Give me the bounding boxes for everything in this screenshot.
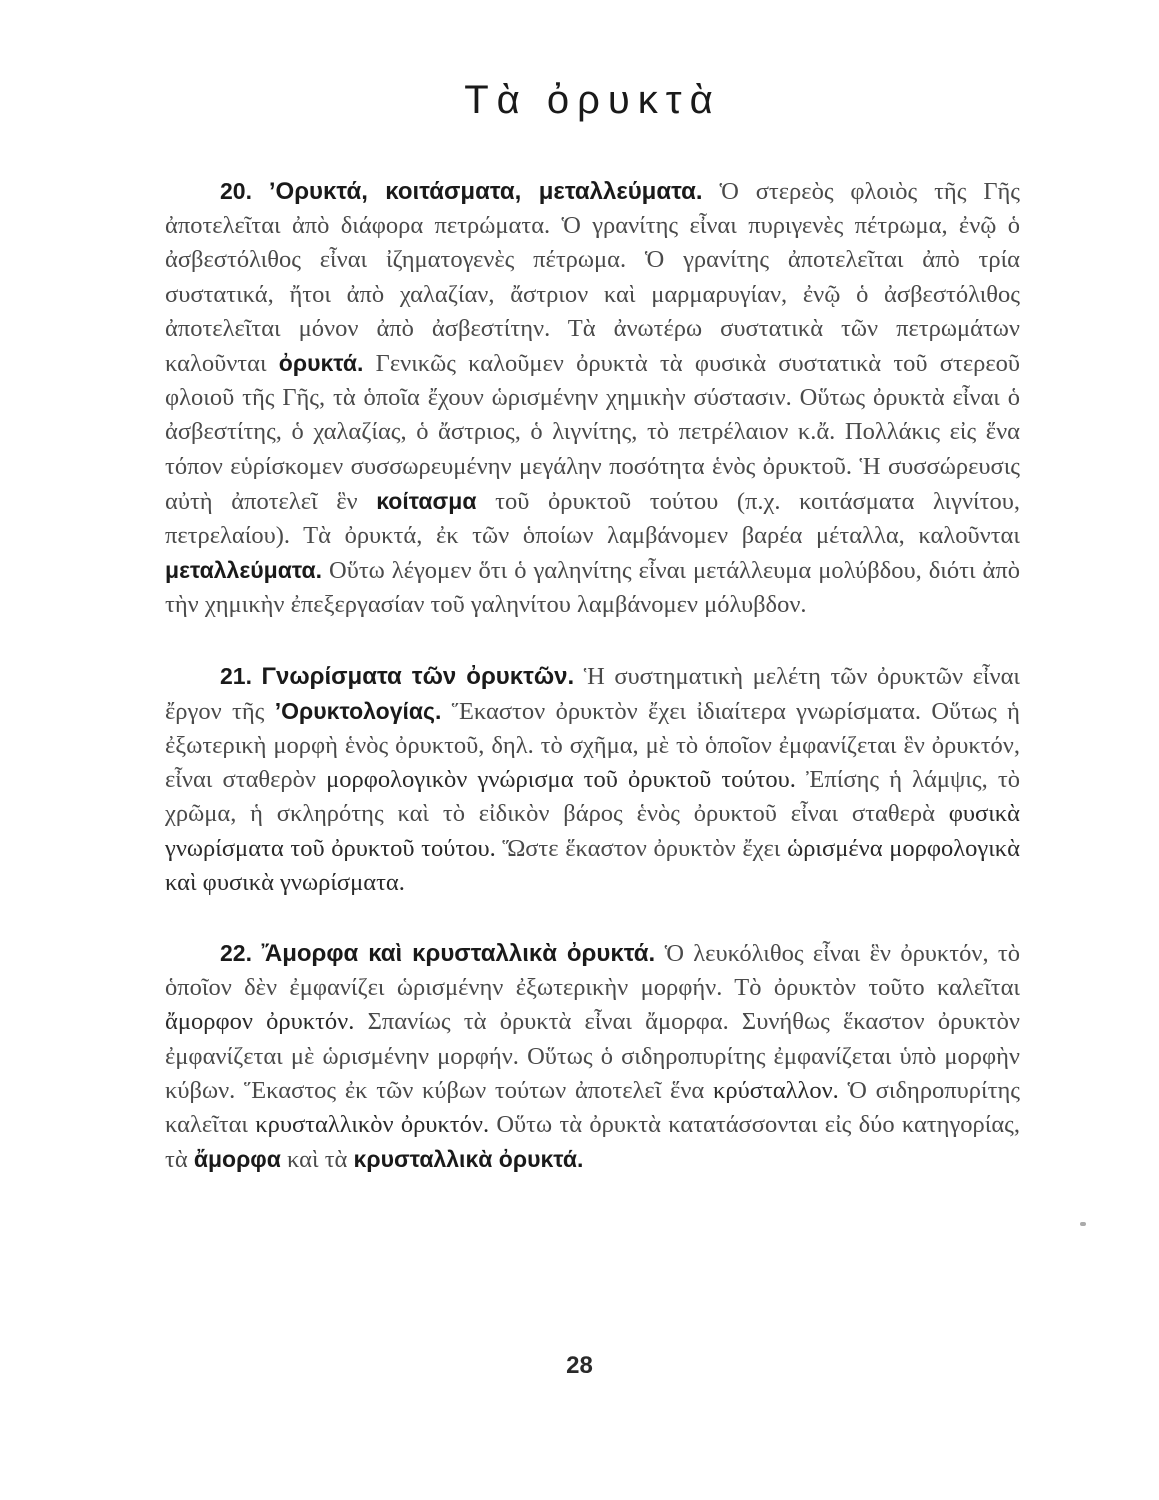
paper-speck bbox=[1080, 1222, 1086, 1226]
bold-term: ἄμορφα bbox=[193, 1146, 281, 1173]
section-heading: Γνωρίσματα τῶν ὀρυκτῶν. bbox=[261, 662, 575, 690]
section-number: 20. bbox=[220, 178, 252, 204]
bold-term: ’Ορυκτολογίας. bbox=[274, 697, 442, 724]
body-text: Ὥστε ἕκαστον ὀρυκτὸν ἔχει bbox=[495, 834, 788, 862]
body-text: Σπανίως τὰ ὀρυκτὰ εἶναι ἄμορφα. Συνήθως ἕκαστον ὀρυκτὸν ἐμφανίζεται μὲ ὡρισμένην μορφήν. Οὕτως ὁ σιδηροπυρίτης ἐμφανίζεται ὑπὸ μορφὴν κύβων. Ἕκαστος ἐκ τῶν κύβων τούτων ἀποτελεῖ ἕνα bbox=[165, 1008, 1020, 1104]
emphasis-text: ὡρισμένα μορφολογικὰ καὶ φυσικὰ γνωρίσματα. bbox=[165, 834, 1020, 896]
section-number: 21. bbox=[220, 662, 252, 689]
emphasis-text: μορφολογικὸν γνώρισμα τοῦ ὀρυκτοῦ τούτου. bbox=[326, 766, 796, 794]
emphasis-text: κρυσταλλικὸν ὀρυκτόν. bbox=[255, 1111, 490, 1139]
section-20 bbox=[165, 174, 1020, 623]
page-number: 28 bbox=[566, 1352, 593, 1379]
bold-term: κοίτασμα bbox=[376, 487, 477, 514]
emphasis-text: κρύσταλλον. bbox=[713, 1076, 839, 1104]
body-text: καὶ τὰ bbox=[280, 1146, 354, 1174]
bold-term: μεταλλεύματα. bbox=[165, 557, 323, 584]
body-text: Ἐπίσης ἡ λάμψις, τὸ χρῶμα, ἡ σκληρότης καὶ τὸ εἰδικὸν βάρος ἑνὸς ὀρυκτοῦ εἶναι σταθερὰ bbox=[165, 766, 1020, 828]
section-heading: ’Ορυκτά, κοιτάσματα, μεταλλεύματα. bbox=[268, 178, 703, 205]
section-number: 22. bbox=[220, 940, 252, 967]
body-text: Ἕκαστον ὀρυκτὸν ἔχει ἰδιαίτερα γνωρίσματα. Οὕτως ἡ ἐξωτερικὴ μορφὴ ἑνὸς ὀρυκτοῦ, δηλ. τὸ σχῆμα, μὲ τὸ ὁποῖον ἐμφανίζεται ἓν ὀρυκτόν, εἶναι σταθερὸν bbox=[165, 697, 1020, 794]
bold-term: ὀρυκτά. bbox=[278, 350, 364, 377]
body-text: τοῦ ὀρυκτοῦ τούτου (π.χ. κοιτάσματα λιγνίτου, πετρελαίου). Τὰ ὀρυκτά, ἐκ τῶν ὁποίων λαμβάνομεν βαρέα μέταλλα, καλοῦνται bbox=[165, 487, 1020, 550]
body-text: Ὁ λευκόλιθος εἶναι ἓν ὀρυκτόν, τὸ ὁποῖον δὲν ἐμφανίζει ὡρισμένην ἐξωτερικὴν μορφήν. Τὸ ὀρυκτὸν τοῦτο καλεῖται bbox=[165, 940, 1021, 1002]
emphasis-text: φυσικὰ γνωρίσματα τοῦ ὀρυκτοῦ τούτου. bbox=[165, 800, 1020, 862]
section-21 bbox=[165, 659, 1020, 900]
chapter-title: Τὰ ὀρυκτὰ bbox=[464, 78, 721, 122]
emphasis-text: ἄμορφον ὀρυκτόν. bbox=[165, 1008, 355, 1036]
page-body bbox=[165, 60, 1020, 1177]
body-text: Γενικῶς καλοῦμεν ὀρυκτὰ τὰ φυσικὰ συστατικὰ τοῦ στερεοῦ φλοιοῦ τῆς Γῆς, τὰ ὁποῖα ἔχουν ὡρισμένην χημικὴν σύστασιν. Οὕτως ὀρυκτὰ εἶναι ὁ ἀσβεστίτης, ὁ χαλαζίας, ὁ ἄστριος, ὁ λιγνίτης, τὸ πετρέλαιον κ.ἄ. Πολλάκις εἰς ἕνα τόπον εὑρίσκομεν συσσωρευμένην μεγάλην ποσότητα ἑνὸς ὀρυκτοῦ. Ἡ συσσώρευσις αὐτὴ ἀποτελεῖ ἓν bbox=[165, 350, 1021, 515]
body-text: Οὕτω τὰ ὀρυκτὰ κατατάσσονται εἰς δύο κατηγορίας, τὰ bbox=[165, 1111, 1020, 1174]
bold-term: κρυσταλλικὰ ὀρυκτά. bbox=[353, 1146, 584, 1173]
body-text: Οὕτω λέγομεν ὅτι ὁ γαληνίτης εἶναι μετάλλευμα μολύβδου, διότι ἀπὸ τὴν χημικὴν ἐπεξεργασίαν τοῦ γαληνίτου λαμβάνομεν μόλυβδον. bbox=[165, 557, 1020, 619]
section-heading: Ἄμορφα καὶ κρυσταλλικὰ ὀρυκτά. bbox=[261, 940, 656, 968]
body-text: Ὁ σιδηροπυρίτης καλεῖται bbox=[165, 1076, 1020, 1139]
section-22 bbox=[165, 936, 1020, 1177]
body-text: Ὁ στερεὸς φλοιὸς τῆς Γῆς ἀποτελεῖται ἀπὸ διάφορα πετρώματα. Ὁ γρανίτης εἶναι πυριγενὲς πέτρωμα, ἐνῷ ὁ ἀσβεστόλιθος εἶναι ἰζηματογενὲς πέτρωμα. Ὁ γρανίτης ἀποτελεῖται ἀπὸ τρία συστατικά, ἤτοι ἀπὸ χαλαζίαν, ἄστριον καὶ μαρμαρυγίαν, ἐνῷ ὁ ἀσβεστόλιθος ἀποτελεῖται μόνον ἀπὸ ἀσβεστίτην. Τὰ ἀνωτέρω συστατικὰ τῶν πετρωμάτων καλοῦνται bbox=[165, 178, 1020, 378]
body-text: Ἡ συστηματικὴ μελέτη τῶν ὀρυκτῶν εἶναι ἔργον τῆς bbox=[165, 662, 1020, 725]
